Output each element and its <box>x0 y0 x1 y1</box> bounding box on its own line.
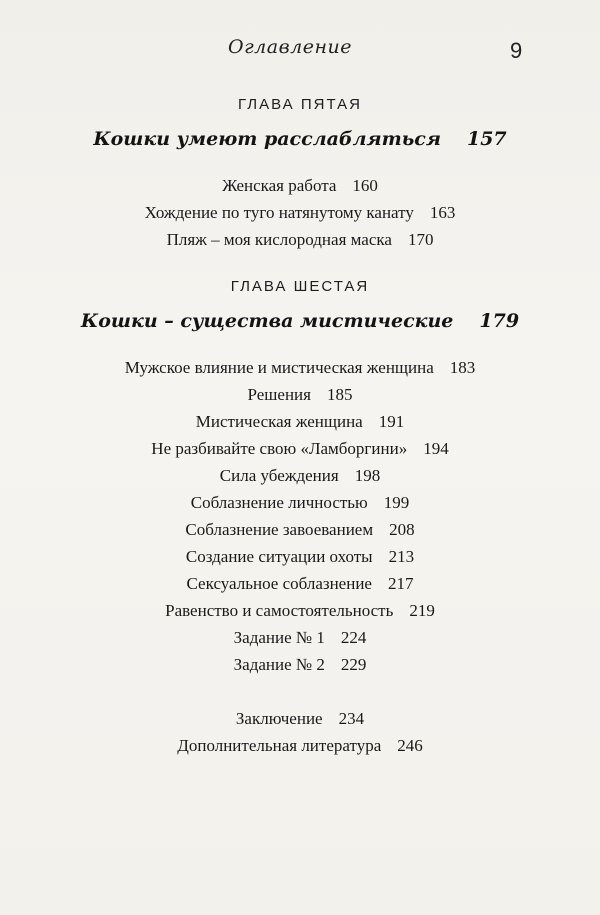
toc-entry-page: 185 <box>326 385 353 404</box>
toc-entry-title: Мистическая женщина <box>195 412 363 431</box>
toc-entry <box>0 226 600 253</box>
toc-entry-page: 199 <box>383 493 410 512</box>
toc-entry-title: Создание ситуации охоты <box>185 547 373 566</box>
toc-entry-page: 229 <box>340 655 367 674</box>
toc-entry <box>0 408 600 435</box>
toc-entry-page: 183 <box>449 358 476 377</box>
toc-chapter-6 <box>0 354 600 759</box>
chapter-title <box>0 310 600 332</box>
toc-entry-page: 163 <box>429 203 456 222</box>
toc-entry-page: 170 <box>407 230 434 249</box>
toc-entry-page: 208 <box>389 520 415 539</box>
toc-entry <box>0 543 600 570</box>
toc-entry <box>0 354 600 381</box>
running-head: Оглавление <box>228 36 353 58</box>
toc-entry-page: 160 <box>352 176 378 195</box>
toc-entry <box>0 489 600 516</box>
toc-entry <box>0 570 600 597</box>
toc-entry-title: Решения <box>247 385 311 404</box>
toc-entry-page: 217 <box>387 574 414 593</box>
toc-entry <box>0 381 600 408</box>
toc-entry-title: Сила убеждения <box>219 466 339 485</box>
toc-entry-title: Женская работа <box>222 176 337 195</box>
toc-entry-title: Мужское влияние и мистическая женщина <box>124 358 434 377</box>
toc-entry-page: 219 <box>409 601 435 620</box>
section-spacer <box>0 678 600 705</box>
toc-entry-title: Задание № 2 <box>233 655 325 674</box>
toc-entry-page: 234 <box>338 709 365 728</box>
toc-entry-title: Соблазнение личностью <box>190 493 368 512</box>
toc-entry-page: 198 <box>354 466 381 485</box>
toc-entry <box>0 705 600 732</box>
chapter-title-text: Кошки – существа мистические <box>80 310 454 332</box>
chapter-page-number: 157 <box>466 128 507 150</box>
toc-entry-title: Равенство и самостоятельность <box>165 601 394 620</box>
toc-entry-title: Дополнительная литература <box>177 736 382 755</box>
toc-entry-page: 246 <box>397 736 423 755</box>
toc-entry-title: Пляж – моя кислородная маска <box>166 230 392 249</box>
toc-entry-title: Задание № 1 <box>233 628 325 647</box>
chapter-title <box>0 128 600 150</box>
toc-entry-title: Заключение <box>235 709 323 728</box>
toc-entry <box>0 732 600 759</box>
toc-entry <box>0 462 600 489</box>
toc-entry <box>0 597 600 624</box>
page-number: 9 <box>510 38 523 63</box>
toc-entry <box>0 624 600 651</box>
toc-entry-title: Не разбивайте свою «Ламборгини» <box>151 439 408 458</box>
toc-entry <box>0 199 600 226</box>
toc-entry-page: 224 <box>340 628 367 647</box>
toc-entry <box>0 516 600 543</box>
toc-entry <box>0 435 600 462</box>
chapter-title-text: Кошки умеют расслабляться <box>93 128 441 150</box>
toc-entry <box>0 172 600 199</box>
chapter-page-number: 179 <box>479 310 520 332</box>
chapter-label: ГЛАВА ШЕСТАЯ <box>230 278 370 295</box>
toc-entry-title: Соблазнение завоеванием <box>185 520 374 539</box>
toc-entry-page: 194 <box>423 439 449 458</box>
toc-entry <box>0 651 600 678</box>
toc-entry-title: Хождение по туго натянутому канату <box>144 203 414 222</box>
toc-chapter-5 <box>0 172 600 253</box>
toc-entry-page: 191 <box>378 412 405 431</box>
chapter-label: ГЛАВА ПЯТАЯ <box>238 96 362 113</box>
toc-entry-page: 213 <box>388 547 415 566</box>
toc-entry-title: Сексуальное соблазнение <box>186 574 372 593</box>
